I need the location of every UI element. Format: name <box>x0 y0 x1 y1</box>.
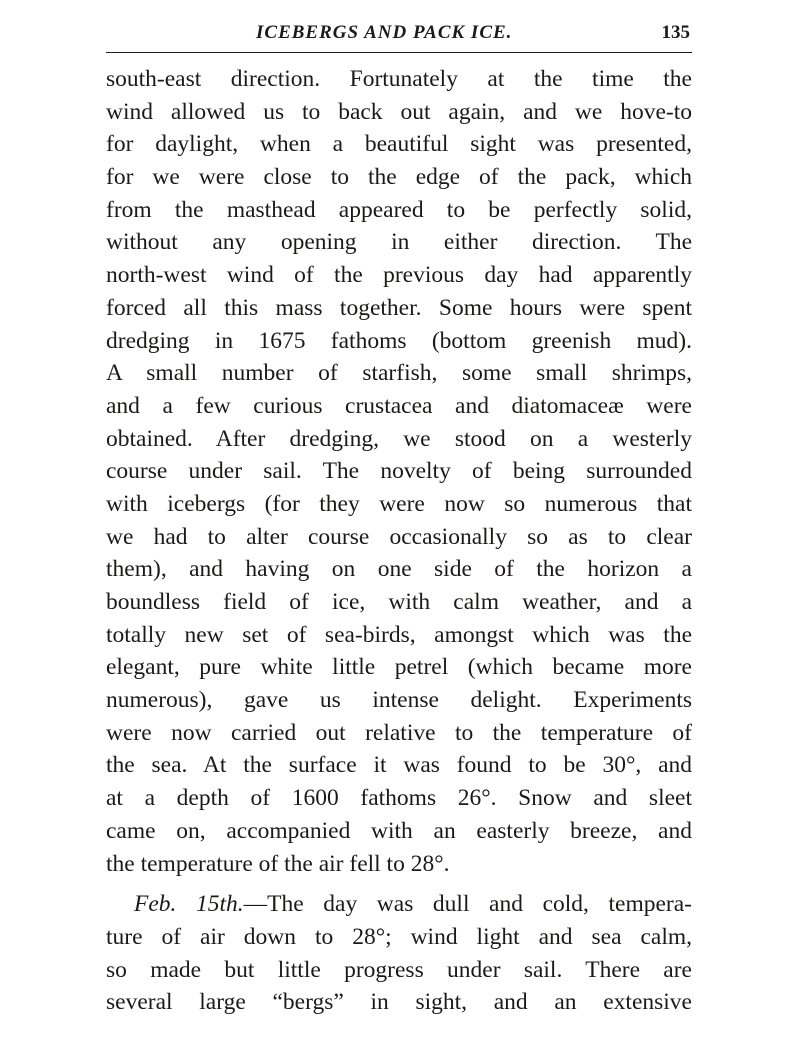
text-line: without any opening in either direction. The <box>106 229 692 256</box>
text-line: totally new set of sea-birds, amongst which was the <box>106 621 692 648</box>
text-line-dated <box>106 888 692 921</box>
text-line: for we were close to the edge of the pack, which <box>106 164 692 191</box>
text-line: for daylight, when a beautiful sight was presented, <box>106 131 692 158</box>
text-line: several large “bergs” in sight, and an extensive <box>106 989 692 1016</box>
text-line: A small number of starfish, some small shrimps, <box>106 360 692 387</box>
paragraph-2 <box>106 888 692 1019</box>
text-line: from the masthead appeared to be perfectly solid, <box>106 196 692 223</box>
text-line: dredging in 1675 fathoms (bottom greenish mud). <box>106 327 692 354</box>
text-line: and a few curious crustacea and diatomaceæ were <box>106 392 692 419</box>
text-line-rest: —The day was dull and cold, tempera- <box>243 891 692 918</box>
text-line: so made but little progress under sail. There are <box>106 956 692 983</box>
text-line: north-west wind of the previous day had apparently <box>106 262 692 289</box>
text-line: elegant, pure white little petrel (which became more <box>106 654 692 681</box>
paragraph-1 <box>106 63 692 880</box>
text-line: course under sail. The novelty of being surrounded <box>106 458 692 485</box>
text-line: at a depth of 1600 fathoms 26°. Snow and sleet <box>106 785 692 812</box>
body-text <box>106 63 692 1019</box>
book-page <box>106 18 692 1019</box>
text-line: we had to alter course occasionally so as to clear <box>106 523 692 550</box>
text-line: obtained. After dredging, we stood on a westerly <box>106 425 692 452</box>
text-line: were now carried out relative to the temperature of <box>106 719 692 746</box>
text-line: them), and having on one side of the horizon a <box>106 556 692 583</box>
text-line: came on, accompanied with an easterly breeze, and <box>106 817 692 844</box>
page-header <box>106 18 692 53</box>
text-line: forced all this mass together. Some hours were spent <box>106 294 692 321</box>
running-title: ICEBERGS AND PACK ICE. <box>256 22 513 43</box>
page-number: 135 <box>661 22 690 43</box>
text-line: south-east direction. Fortunately at the time the <box>106 66 692 92</box>
text-line-last: the temperature of the air fell to 28°. <box>106 850 450 877</box>
entry-date: Feb. 15th. <box>134 891 244 918</box>
text-line: with icebergs (for they were now so numerous that <box>106 490 692 517</box>
paragraph-gap <box>106 880 692 888</box>
text-line: the sea. At the surface it was found to be 30°, and <box>106 752 692 779</box>
text-line: wind allowed us to back out again, and we hove-to <box>106 98 692 125</box>
text-line: numerous), gave us intense delight. Experiments <box>106 687 692 714</box>
text-line: ture of air down to 28°; wind light and sea calm, <box>106 923 692 950</box>
text-line: boundless field of ice, with calm weather, and a <box>106 589 692 615</box>
